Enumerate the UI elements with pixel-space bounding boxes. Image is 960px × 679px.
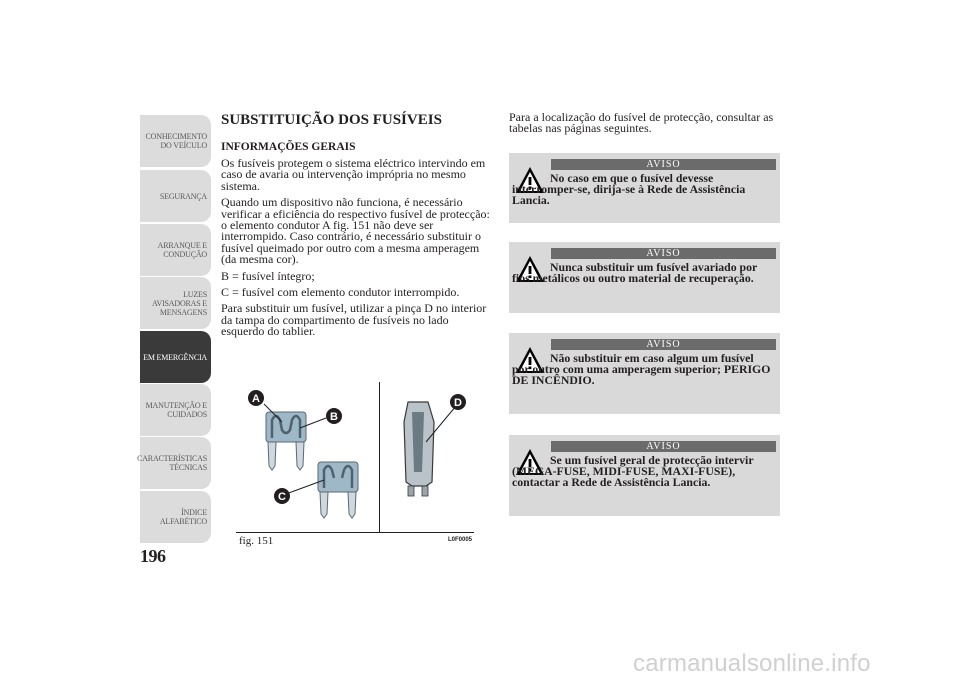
tab-seguranca[interactable] bbox=[140, 170, 211, 222]
tab-manutencao-e-cuidados[interactable] bbox=[140, 384, 211, 436]
tab-label: EM EMERGÊNCIA bbox=[143, 352, 207, 362]
callout-b: B bbox=[330, 411, 338, 423]
fuse-illustration bbox=[236, 382, 474, 532]
figure-caption: fig. 151 bbox=[239, 535, 274, 547]
tab-indice-alfabetico[interactable] bbox=[140, 491, 211, 543]
warning-box bbox=[509, 333, 780, 414]
paragraph: Quando um dispositivo não funciona, é necessário verificar a eficiência do respectivo fusível de protecção: o elemento condutor A fig. 151 não deve ser interrompido. Caso contrário, é necessário substituir o fusível queimado por outro com a mesma amperagem (da mesma cor). bbox=[221, 195, 490, 267]
tab-caracteristicas-tecnicas[interactable] bbox=[137, 437, 211, 489]
warning-text: Não substituir em caso algum um fusível por outro com uma amperagem superior; PERIGO DE INCÊNDIO. bbox=[512, 351, 771, 387]
tab-label: ARRANQUE E CONDUÇÃO bbox=[157, 241, 207, 259]
tab-label: CONHECIMENTO DO VEÍCULO bbox=[145, 132, 207, 150]
page-number: 196 bbox=[140, 546, 166, 566]
warning-heading: AVISO bbox=[551, 441, 776, 452]
fuse-puller bbox=[404, 402, 434, 496]
warning-box bbox=[509, 435, 780, 516]
warning-heading: AVISO bbox=[551, 159, 776, 170]
callout-c: C bbox=[278, 491, 286, 503]
intro-paragraph: Para a localização do fusível de protecção, consultar as tabelas nas páginas seguintes. bbox=[509, 110, 774, 136]
tab-label: LUZES AVISADORAS E MENSAGENS bbox=[151, 289, 207, 317]
fuse-figure bbox=[236, 382, 474, 533]
paragraph: B = fusível íntegro; bbox=[221, 268, 315, 283]
warning-box bbox=[509, 242, 780, 313]
left-column bbox=[221, 112, 493, 343]
figure-divider bbox=[379, 382, 380, 532]
blown-fuse bbox=[318, 462, 358, 518]
tab-label: SEGURANÇA bbox=[159, 191, 207, 201]
warning-heading: AVISO bbox=[551, 248, 776, 259]
intact-fuse bbox=[266, 412, 306, 470]
page-title: SUBSTITUIÇÃO DOS FUSÍVEIS bbox=[221, 112, 442, 128]
warning-text: Nunca substituir um fusível avariado por fios metálicos ou outro material de recuperação. bbox=[512, 260, 758, 285]
tab-conhecimento-do-veiculo[interactable] bbox=[140, 115, 211, 167]
tab-arranque-e-conducao[interactable] bbox=[140, 224, 211, 276]
warning-text: Se um fusível geral de protecção intervir (MEGA-FUSE, MIDI-FUSE, MAXI-FUSE), contactar a Rede de Assistência Lancia. bbox=[512, 453, 754, 489]
tab-label: MANUTENÇÃO E CUIDADOS bbox=[145, 401, 207, 419]
watermark: carmanualsonline.info bbox=[633, 650, 871, 677]
tab-label: ÍNDICE ALFABÉTICO bbox=[159, 508, 207, 526]
paragraph: Os fusíveis protegem o sistema eléctrico intervindo em caso de avaria ou intervenção imprópria no mesmo sistema. bbox=[221, 156, 486, 193]
callout-a: A bbox=[252, 393, 260, 405]
callout-d: D bbox=[454, 397, 462, 409]
figure-code: L0F0005 bbox=[448, 537, 473, 543]
warning-box bbox=[509, 153, 780, 223]
paragraph: Para substituir um fusível, utilizar a pinça D no interior da tampa do compartimento de fusíveis no lado esquerdo do tablier. bbox=[221, 301, 487, 339]
tab-luzes-avisadoras[interactable] bbox=[140, 277, 211, 329]
section-subtitle: INFORMAÇÕES GERAIS bbox=[221, 141, 356, 153]
warning-heading: AVISO bbox=[551, 339, 776, 350]
tab-em-emergencia[interactable] bbox=[140, 331, 211, 383]
warning-text: No caso em que o fusível devesse interromper-se, dirija-se à Rede de Assistência Lancia. bbox=[512, 171, 746, 207]
tab-label: CARACTERÍSTICAS TÉCNICAS bbox=[137, 454, 207, 472]
paragraph: C = fusível com elemento condutor interrompido. bbox=[221, 285, 460, 300]
